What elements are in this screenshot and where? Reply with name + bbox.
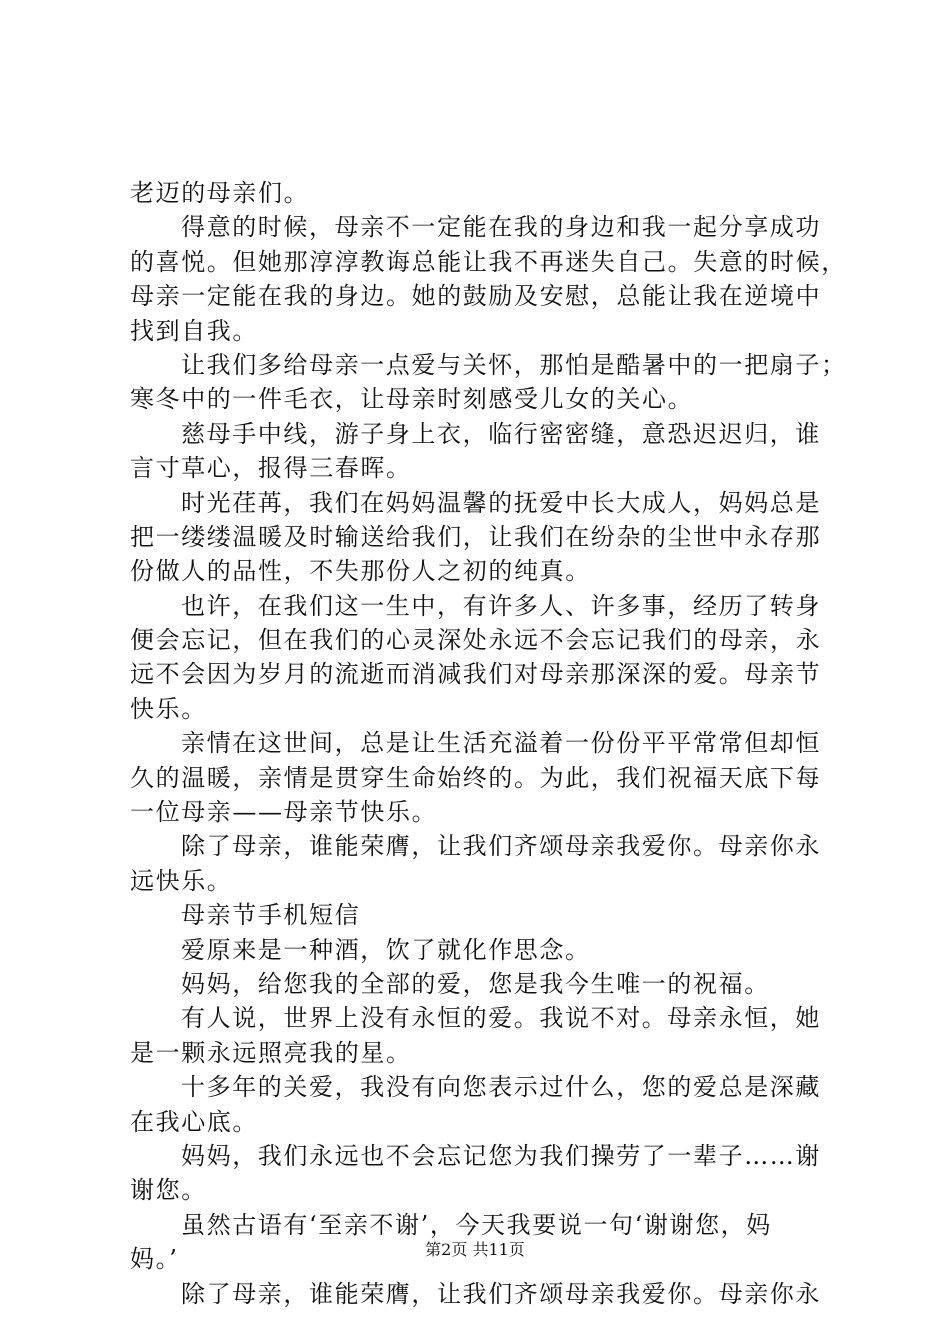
text-line: 母亲一定能在我的身边。她的鼓励及安慰，总能让我在逆境中 bbox=[130, 282, 822, 311]
text-line: 一位母亲——母亲节快乐。 bbox=[130, 798, 438, 827]
text-line: 十多年的关爱，我没有向您表示过什么，您的爱总是深藏 bbox=[181, 1073, 821, 1102]
section-heading: 母亲节手机短信 bbox=[181, 901, 361, 930]
text-line: 虽然古语有‘至亲不谢’，今天我要说一句‘谢谢您，妈 bbox=[181, 1210, 772, 1239]
text-line: 有人说，世界上没有永恒的爱。我说不对。母亲永恒，她 bbox=[181, 1004, 821, 1033]
text-line: 在我心底。 bbox=[130, 1107, 258, 1136]
text-line: 快乐。 bbox=[130, 694, 207, 723]
page-number-footer: 第2页 共11页 bbox=[425, 1240, 525, 1259]
text-line: 久的温暖，亲情是贯穿生命始终的。为此，我们祝福天底下每 bbox=[130, 763, 822, 792]
text-line: 的喜悦。但她那淳淳教诲总能让我不再迷失自己。失意的时候， bbox=[130, 247, 847, 276]
text-line: 也许，在我们这一生中，有许多人、许多事，经历了转身 bbox=[181, 591, 821, 620]
text-line: 亲情在这世间，总是让生活充溢着一份份平平常常但却恒 bbox=[181, 729, 821, 758]
text-line: 妈妈，我们永远也不会忘记您为我们操劳了一辈子……谢 bbox=[181, 1141, 821, 1170]
document-body bbox=[130, 176, 847, 1311]
text-line: 寒冬中的一件毛衣，让母亲时刻感受儿女的关心。 bbox=[130, 385, 694, 414]
text-line: 时光荏苒，我们在妈妈温馨的抚爱中长大成人，妈妈总是 bbox=[181, 488, 821, 517]
text-line: 慈母手中线，游子身上衣，临行密密缝，意恐迟迟归，谁 bbox=[181, 419, 821, 448]
text-line: 便会忘记，但在我们的心灵深处永远不会忘记我们的母亲，永 bbox=[130, 626, 822, 655]
text-line: 除了母亲，谁能荣膺，让我们齐颂母亲我爱你。母亲你永 bbox=[181, 832, 821, 861]
text-line: 把一缕缕温暖及时输送给我们，让我们在纷杂的尘世中永存那 bbox=[130, 522, 822, 551]
text-line: 远快乐。 bbox=[130, 866, 233, 895]
text-line: 远不会因为岁月的流逝而消减我们对母亲那深深的爱。母亲节 bbox=[130, 660, 822, 689]
text-line: 除了母亲，谁能荣膺，让我们齐颂母亲我爱你。母亲你永 bbox=[181, 1279, 821, 1308]
text-line: 妈。’ bbox=[130, 1245, 179, 1274]
text-line: 得意的时候，母亲不一定能在我的身边和我一起分享成功 bbox=[181, 213, 821, 242]
text-line: 言寸草心，报得三春晖。 bbox=[130, 454, 412, 483]
text-line: 老迈的母亲们。 bbox=[130, 179, 310, 207]
text-line: 是一颗永远照亮我的星。 bbox=[130, 1038, 412, 1067]
text-line: 找到自我。 bbox=[130, 316, 258, 345]
text-line: 谢您。 bbox=[130, 1176, 207, 1205]
text-line: 份做人的品性，不失那份人之初的纯真。 bbox=[130, 557, 591, 586]
text-line: 爱原来是一种酒，饮了就化作思念。 bbox=[181, 935, 591, 964]
text-line: 妈妈，给您我的全部的爱，您是我今生唯一的祝福。 bbox=[181, 969, 770, 998]
text-line: 让我们多给母亲一点爱与关怀，那怕是酷暑中的一把扇子； bbox=[181, 350, 847, 379]
